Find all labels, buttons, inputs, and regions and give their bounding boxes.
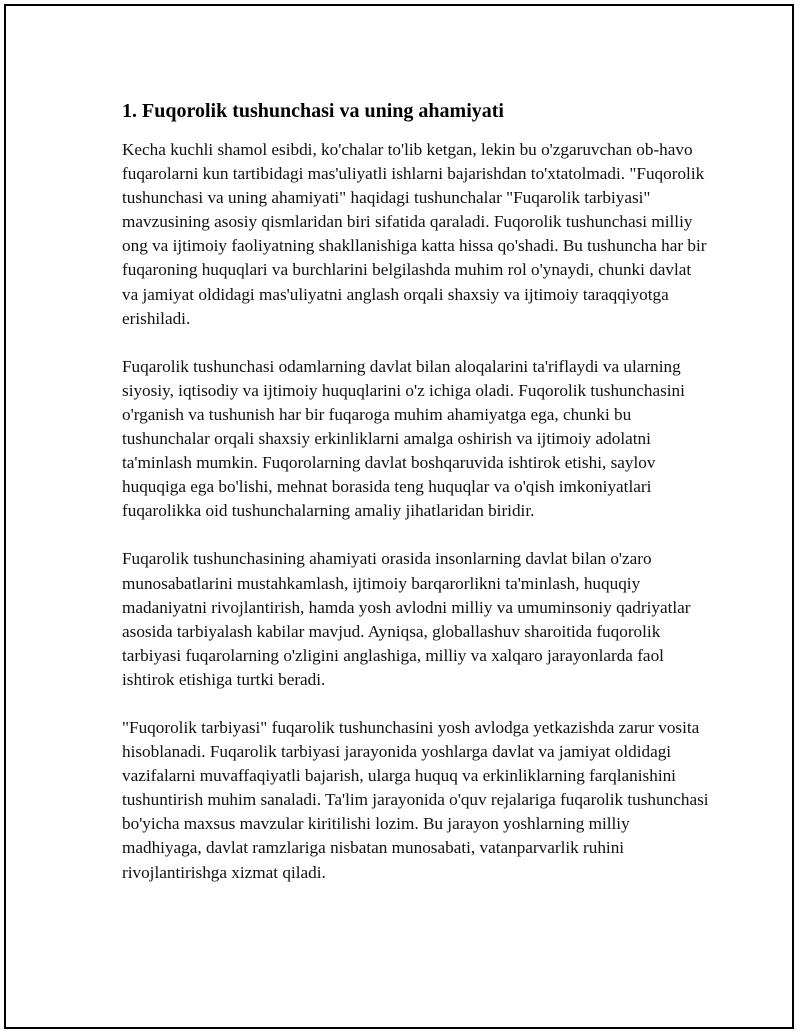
- paragraph-2: Fuqarolik tushunchasi odamlarning davlat bilan aloqalarini ta'riflaydi va ularning siyosiy, iqtisodiy va ijtimoiy huquqlarini o'z ichiga oladi. Fuqorolik tushunchasini o'rganish va tushunish har bir fuqaroga muhim ahamiyatga ega, chunki bu tushunchalar orqali shaxsiy erkinliklarni amalga oshirish va ijtimoiy adolatni ta'minlash mumkin. Fuqorolarning davlat boshqaruvida ishtirok etishi, saylov huquqiga ega bo'lishi, mehnat borasida teng huquqlar va o'qish imkoniyatlari fuqarolikka oid tushunchalarning amaliy jihatlaridan biridir.: [122, 356, 685, 521]
- paragraph-1: Kecha kuchli shamol esibdi, ko'chalar to'lib ketgan, lekin bu o'zgaruvchan ob-havo fuqarolarni kun tartibidagi mas'uliyatli ishlarni bajarishdan to'xtatolmadi. "Fuqorolik tushunchasi va uning ahamiyati" haqidagi tushunchalar "Fuqarolik tarbiyasi" mavzusining asosiy qismlaridan biri sifatida qaraladi. Fuqorolik tushunchasi milliy ong va ijtimoiy faoliyatning shakllanishiga katta hissa qo'shadi. Bu tushuncha har bir fuqaroning huquqlari va burchlarini belgilashda muhim rol o'ynaydi, chunki davlat va jamiyat oldidagi mas'uliyatni anglash orqali shaxsiy va ijtimoiy taraqqiyotga erishiladi.: [122, 140, 707, 328]
- paragraph-4: "Fuqorolik tarbiyasi" fuqarolik tushunchasini yosh avlodga yetkazishda zarur vosita hisoblanadi. Fuqarolik tarbiyasi jarayonida yoshlarga davlat va jamiyat oldidagi vazifalarni muvaffaqiyatli bajarish, ularga huquq va erkinliklarning farqlanishini tushuntirish muhim sanaladi. Ta'lim jarayonida o'quv rejalariga fuqarolik tushunchasi bo'yicha maxsus mavzular kiritilishi lozim. Bu jarayon yoshlarning milliy madhiyaga, davlat ramzlariga nisbatan munosabati, vatanparvarlik ruhini rivojlantirishga xizmat qiladi.: [122, 717, 709, 882]
- section-heading: 1. Fuqorolik tushunchasi va uning ahamiyati: [122, 100, 504, 122]
- document-body: [120, 98, 710, 909]
- paragraph-3: Fuqarolik tushunchasining ahamiyati orasida insonlarning davlat bilan o'zaro munosabatlarini mustahkamlash, ijtimoiy barqarorlikni ta'minlash, huquqiy madaniyatni rivojlantirish, hamda yosh avlodni milliy va umuminsoniy qadriyatlar asosida tarbiyalash kabilar mavjud. Ayniqsa, globallashuv sharoitida fuqorolik tarbiyasi fuqarolarning o'zligini anglashiga, milliy va xalqaro jarayonlarda faol ishtirok etishiga turtki beradi.: [122, 549, 691, 689]
- page-frame: [4, 4, 794, 1029]
